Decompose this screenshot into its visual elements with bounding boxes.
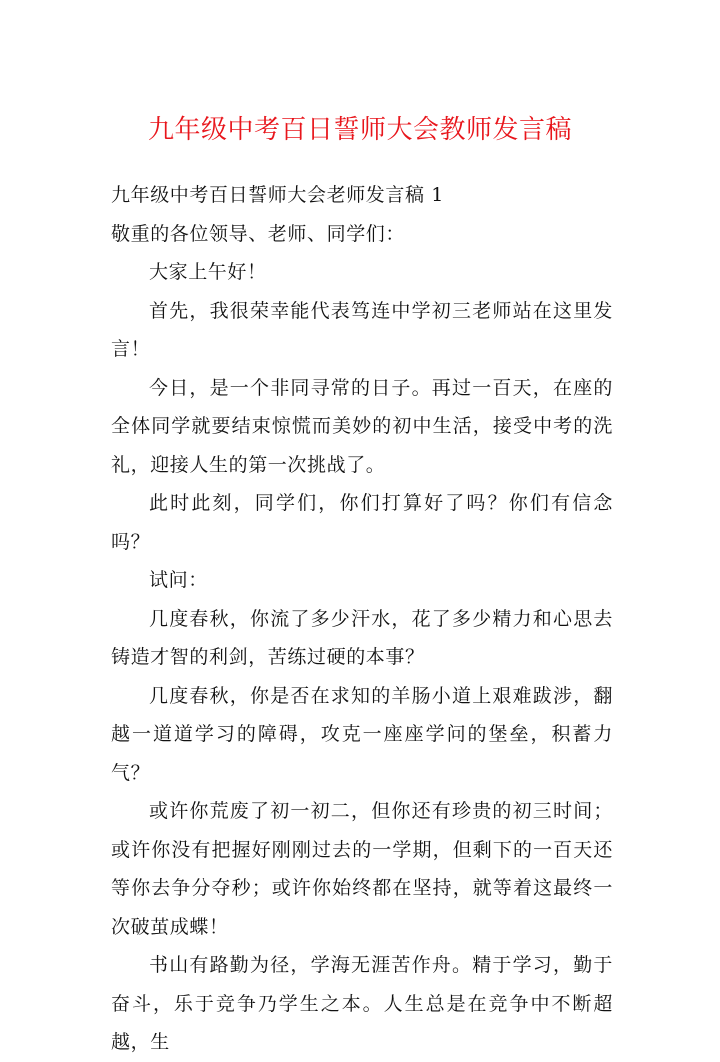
paragraph: 或许你荒废了初一初二，但你还有珍贵的初三时间；或许你没有把握好刚刚过去的一学期，但剩下的一百天还等你去争分夺秒；或许你始终都在坚持，就等着这最终一次破茧成蝶！ xyxy=(111,800,613,938)
paragraph: 试问： xyxy=(149,569,208,591)
paragraph: 大家上午好！ xyxy=(149,261,267,283)
document-title: 九年级中考百日誓师大会教师发言稿 xyxy=(147,115,572,145)
paragraph: 今日，是一个非同寻常的日子。再过一百天，在座的全体同学就要结束惊慌而美妙的初中生活，接受中考的洗礼，迎接人生的第一次挑战了。 xyxy=(111,376,613,476)
paragraph: 此时此刻，同学们，你们打算好了吗？你们有信念吗？ xyxy=(111,492,613,553)
paragraph: 首先，我很荣幸能代表笃连中学初三老师站在这里发言！ xyxy=(111,299,613,360)
paragraph: 几度春秋，你是否在求知的羊肠小道上艰难跋涉，翻越一道道学习的障碍，攻克一座座学问的堡垒，积蓄力气？ xyxy=(111,684,613,784)
paragraph: 几度春秋，你流了多少汗水，花了多少精力和心思去铸造才智的利剑，苦练过硬的本事？ xyxy=(111,607,613,668)
document-subtitle: 九年级中考百日誓师大会老师发言稿 1 xyxy=(111,184,444,206)
document-body xyxy=(111,176,613,1062)
paragraph: 书山有路勤为径，学海无涯苦作舟。精于学习，勤于奋斗，乐于竞争乃学生之本。人生总是在竞争中不断超越，生 xyxy=(111,954,613,1053)
salutation: 敬重的各位领导、老师、同学们： xyxy=(111,222,406,245)
